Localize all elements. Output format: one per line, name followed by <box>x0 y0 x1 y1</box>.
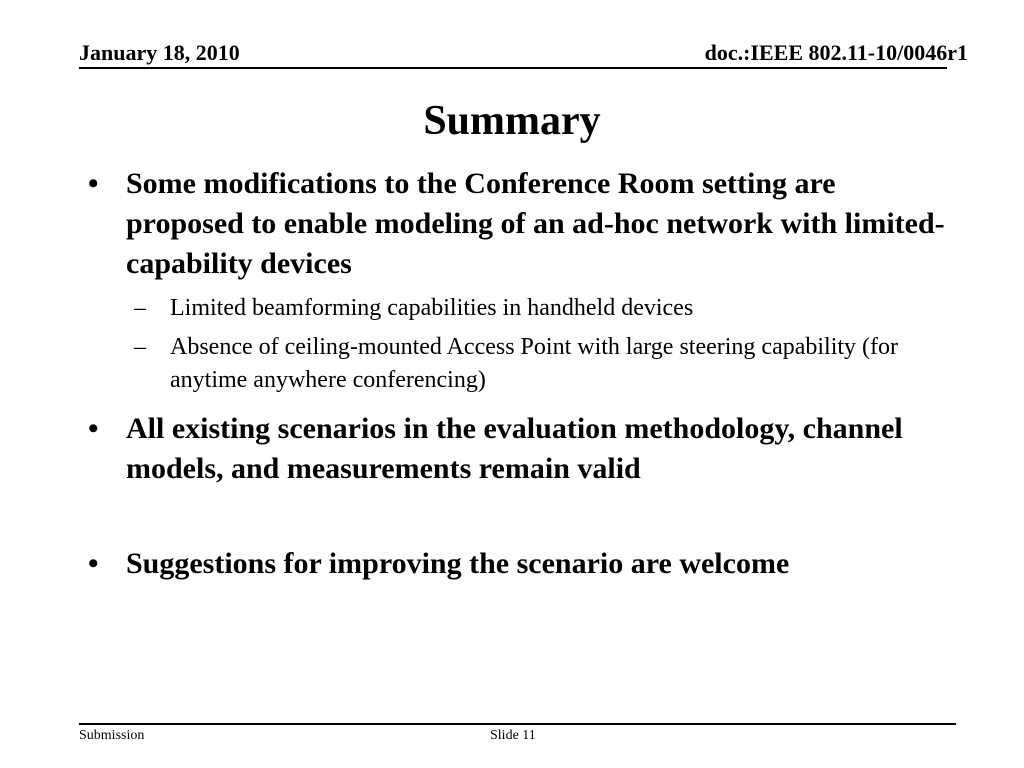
bullet-item <box>88 544 948 584</box>
bullet-marker: • <box>88 167 99 200</box>
footer-rule <box>79 723 956 725</box>
bullet-item <box>88 164 948 284</box>
sub-bullet-item <box>88 331 948 397</box>
sub-bullet-marker: – <box>134 295 146 321</box>
bullet-item <box>88 409 948 489</box>
footer-slide-number: Slide 11 <box>490 728 536 743</box>
bullet-marker: • <box>88 547 99 580</box>
bullet-marker: • <box>88 412 99 445</box>
slide-body <box>88 164 948 584</box>
sub-bullet-marker: – <box>134 334 146 360</box>
sub-bullet-text: Limited beamforming capabilities in handheld devices <box>170 295 694 321</box>
slide-title: Summary <box>423 98 601 144</box>
bullet-text: All existing scenarios in the evaluation methodology, channel models, and measurements remain valid <box>126 412 903 485</box>
bullet-text: Some modifications to the Conference Room setting are proposed to enable modeling of an ad-hoc network with limited-capability devices <box>126 167 945 280</box>
header-rule <box>79 67 947 69</box>
bullet-text: Suggestions for improving the scenario are welcome <box>126 547 790 580</box>
header-date: January 18, 2010 <box>79 40 240 65</box>
sub-bullet-text: Absence of ceiling-mounted Access Point with large steering capability (for anytime anywhere conferencing) <box>170 334 899 393</box>
header-doc-id: doc.:IEEE 802.11-10/0046r1 <box>704 40 968 65</box>
footer-submission: Submission <box>79 728 145 743</box>
sub-bullet-item <box>88 292 948 325</box>
